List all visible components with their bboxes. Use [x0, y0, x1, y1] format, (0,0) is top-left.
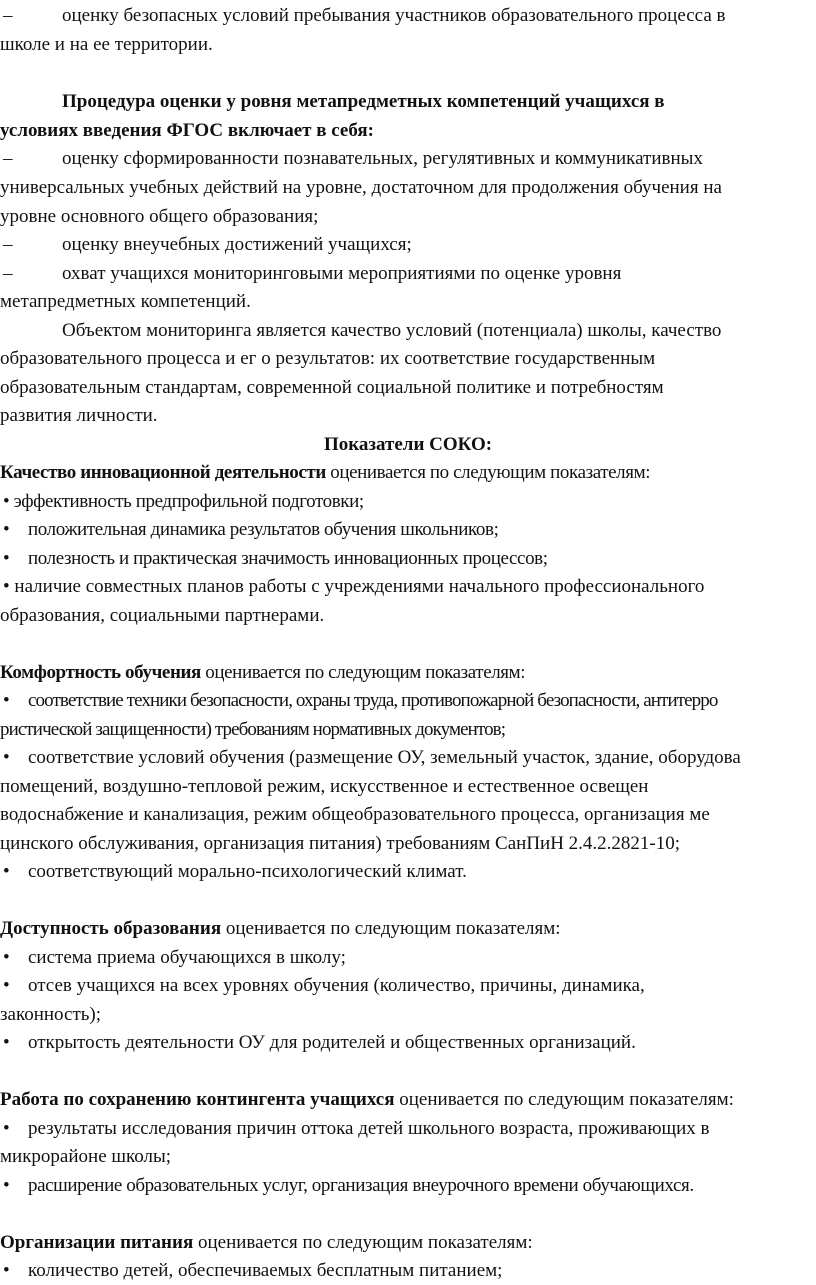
paragraph-line: образовательным стандартам, современной социальной политике и потребностям	[0, 377, 664, 398]
bullet: •	[3, 576, 10, 597]
bullet: •	[3, 491, 10, 512]
bullet: •	[3, 861, 10, 882]
comfort-title: Комфортность обучения	[0, 662, 201, 683]
list-item-text: метапредметных компетенций.	[0, 291, 251, 312]
list-item-text: соответствие техники безопасности, охраны труда, противопожарной безопасности, антитерро	[28, 690, 718, 711]
bullet: •	[3, 690, 10, 711]
bullet: •	[3, 519, 10, 540]
retention-heading	[0, 1086, 734, 1114]
bullet: •	[3, 975, 10, 996]
bullet: •	[3, 1260, 10, 1281]
list-item-text: количество детей, обеспечиваемых бесплатным питанием;	[28, 1260, 503, 1281]
list-item-text: открытость деятельности ОУ для родителей и общественных организаций.	[28, 1032, 636, 1053]
bullet: •	[3, 548, 10, 569]
list-item	[3, 488, 364, 516]
paragraph-line: Объектом мониторинга является качество условий (потенциала) школы, качество	[62, 320, 722, 341]
list-dash: –	[3, 5, 13, 26]
innovation-rest: оценивается по следующим показателям:	[325, 462, 651, 483]
list-item-text: оценку внеучебных достижений учащихся;	[62, 234, 412, 255]
list-item-text: расширение образовательных услуг, организация внеурочного времени обучающихся.	[28, 1175, 694, 1196]
list-item-text: ристической защищенности) требованиям нормативных документов;	[0, 719, 506, 740]
bullet: •	[3, 747, 10, 768]
retention-title: Работа по сохранению контингента учащихся	[0, 1089, 395, 1110]
access-title: Доступность образования	[0, 918, 222, 939]
list-item-text: цинского обслуживания, организация питания) требованиям СанПиН 2.4.2.2821-10;	[0, 833, 681, 854]
list-item-text: результаты исследования причин оттока детей школьного возраста, проживающих в	[28, 1118, 710, 1139]
list-dash: –	[3, 234, 13, 255]
paragraph-line: образовательного процесса и ег о результатов: их соответствие государственным	[0, 348, 656, 369]
list-item-text: оценку сформированности познавательных, регулятивных и коммуникативных	[62, 148, 703, 169]
bullet: •	[3, 947, 10, 968]
list-dash: –	[3, 263, 13, 284]
bullet: •	[3, 1175, 10, 1196]
nutrition-title: Организации питания	[0, 1232, 194, 1253]
list-item-text: законность);	[0, 1004, 102, 1025]
paragraph-line: развития личности.	[0, 405, 158, 426]
list-item-text: универсальных учебных действий на уровне, достаточном для продолжения обучения на	[0, 177, 722, 198]
list-item-text: положительная динамика результатов обучения школьников;	[28, 519, 499, 540]
innovation-title: Качество инновационной деятельности	[0, 462, 326, 483]
list-item-text: водоснабжение и канализация, режим общеобразовательного процесса, организация ме	[0, 804, 710, 825]
list-item-text: система приема обучающихся в школу;	[28, 947, 346, 968]
innovation-heading	[0, 459, 650, 487]
list-item-text: помещений, воздушно-тепловой режим, искусственное и естественное освещен	[0, 776, 649, 797]
list-item	[3, 573, 704, 601]
indicators-title: Показатели СОКО:	[323, 434, 493, 455]
list-item-text: полезность и практическая значимость инновационных процессов;	[28, 548, 548, 569]
section-heading: условиях введения ФГОС включает в себя:	[0, 120, 374, 141]
list-item-text: охват учащихся мониторинговыми мероприятиями по оценке уровня	[62, 263, 622, 284]
section-heading: Процедура оценки у ровня метапредметных компетенций учащихся в	[62, 91, 665, 112]
access-heading	[0, 915, 561, 943]
bullet: •	[3, 1032, 10, 1053]
list-item-text: образования, социальными партнерами.	[0, 605, 325, 626]
list-item-text: микрорайоне школы;	[0, 1146, 172, 1167]
bullet: •	[3, 1118, 10, 1139]
list-item-text: уровне основного общего образования;	[0, 206, 319, 227]
list-dash: –	[3, 148, 13, 169]
comfort-heading	[0, 659, 525, 687]
list-item-text: эффективность предпрофильной подготовки;	[13, 491, 364, 512]
list-item-text: соответствующий морально-психологический климат.	[28, 861, 467, 882]
retention-rest: оценивается по следующим показателям:	[394, 1089, 734, 1110]
nutrition-rest: оценивается по следующим показателям:	[193, 1232, 533, 1253]
list-item-text: школе и на ее территории.	[0, 34, 213, 55]
nutrition-heading	[0, 1229, 533, 1257]
list-item-text: соответствие условий обучения (размещение ОУ, земельный участок, здание, оборудова	[28, 747, 741, 768]
list-item-text: оценку безопасных условий пребывания участников образовательного процесса в	[62, 5, 726, 26]
access-rest: оценивается по следующим показателям:	[221, 918, 561, 939]
list-item-text: наличие совместных планов работы с учреждениями начального профессионального	[14, 576, 705, 597]
list-item-text: отсев учащихся на всех уровнях обучения (количество, причины, динамика,	[28, 975, 645, 996]
comfort-rest: оценивается по следующим показателям:	[200, 662, 526, 683]
